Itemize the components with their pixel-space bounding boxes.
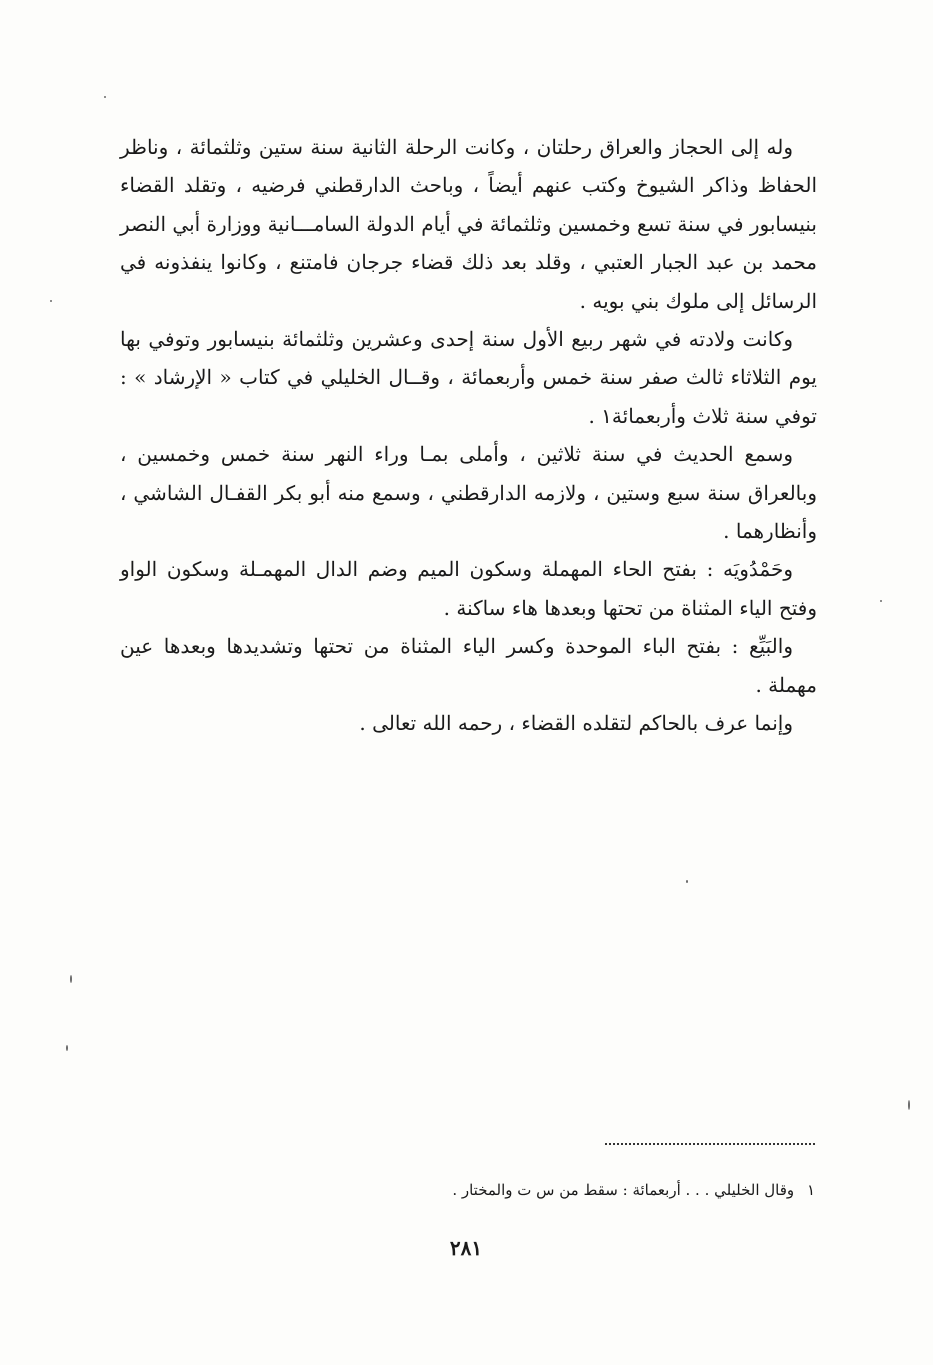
footnote-text: وقال الخليلي . . . أربعمائة : سقط من س ت والمختار . [452,1181,795,1199]
scan-speck [70,975,72,983]
paragraph-hadith: وسمع الحديث في سنة ثلاثين ، وأملى بمـا وراء النهر سنة خمس وخمسين ، وبالعراق سنة سبع وستين ، ولازمه الدارقطني ، وسمع منه أبو بكر القفـال الشاشي ، وأنظارهما . [120,442,817,544]
paragraph-travels: وله إلى الحجاز والعراق رحلتان ، وكانت الرحلة الثانية سنة ستين وثلثمائة ، وناظر الحفاظ وذاكر الشيوخ وكتب عنهم أيضاً ، وباحث الدارقطني فرضيه ، وتقلد القضاء بنيسابور في سنة تسع وخمسين وثلثمائة في أيام الدولة السامـــانية ووزارة أبي النصر محمد بن عبد الجبار العتبي ، وقلد بعد ذلك قضاء جرجان فامتنع ، وكانوا ينفذونه في الرسائل إلى ملوك بني بويه . [119,135,818,313]
paragraph-hamduyah: وحَمْدُويَه : بفتح الحاء المهملة وسكون الميم وضم الدال المهمـلة وسكون الواو وفتح الياء المثناة من تحتها وبعدها هاء ساكنة . [120,557,817,620]
scan-speck [66,1045,68,1051]
page-number: ٢٨١ [449,1236,483,1260]
footnote [340,1178,815,1202]
main-text [120,128,817,743]
paragraph-bayyi: والبَيِّع : بفتح الباء الموحدة وكسر الياء المثناة من تحتها وتشديدها وبعدها عين مهملة . [120,634,817,697]
scan-speck [908,1100,910,1110]
scan-speck [880,600,882,602]
paragraph-hakim: وإنما عرف بالحاكم لتقلده القضاء ، رحمه الله تعالى . [359,711,793,736]
scan-speck [686,880,688,883]
footnote-number: ١ [806,1181,815,1199]
paragraph-birth-death: وكانت ولادته في شهر ربيع الأول سنة إحدى وعشرين وثلثمائة بنيسابور وتوفي بها يوم الثلاثاء ثالث صفر سنة خمس وأربعمائة ، وقــال الخليلي في كتاب « الإرشاد » : توفي سنة ثلاث وأربعمائة١ . [120,327,817,428]
scan-speck [104,96,106,98]
footnote-separator [605,1143,815,1145]
scan-speck [50,300,52,302]
